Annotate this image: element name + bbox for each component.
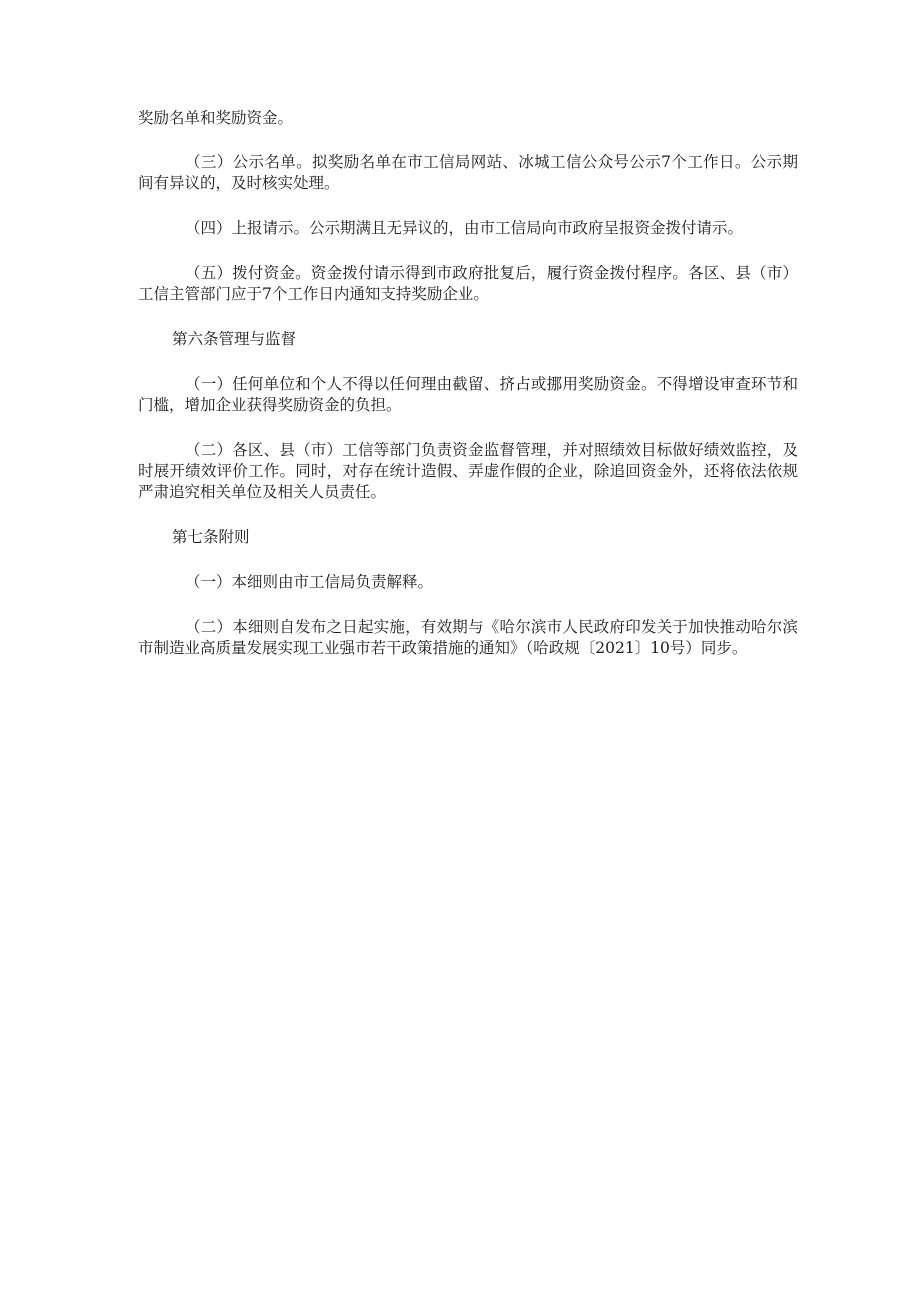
paragraph-publicize-list: （三）公示名单。拟奖励名单在市工信局网站、冰城工信公众号公示7个工作日。公示期间有异议的，及时核实处理。 [138,153,798,192]
paragraph-gap [138,593,798,617]
section-heading-article-7: 第七条附则 [172,528,250,546]
paragraph-gap [138,350,798,374]
paragraph-interpretation: （一）本细则由市工信局负责解释。 [185,573,434,591]
paragraph-supervision: （二）各区、县（市）工信等部门负责资金监督管理，并对照绩效目标做好绩效监控，及时展开绩效评价工作。同时，对存在统计造假、弄虚作假的企业，除追回资金外，还将依法依规严肃追究相关单位及相关人员责任。 [138,441,798,501]
paragraph-gap [138,503,798,527]
paragraph-report-request: （四）上报请示。公示期满且无异议的，由市工信局向市政府呈报资金拨付请示。 [185,219,744,237]
document-page [138,108,798,659]
paragraph-gap [138,548,798,572]
paragraph-gap [138,239,798,263]
paragraph-gap [138,194,798,218]
paragraph-gap [138,129,798,152]
section-heading-article-6: 第六条管理与监督 [172,330,297,348]
paragraph-no-misuse: （一）任何单位和个人不得以任何理由截留、挤占或挪用奖励资金。不得增设审查环节和门槛，增加企业获得奖励资金的负担。 [138,375,798,414]
paragraph-allocate-funds: （五）拨付资金。资金拨付请示得到市政府批复后，履行资金拨付程序。各区、县（市）工信主管部门应于7个工作日内通知支持奖励企业。 [138,264,798,303]
paragraph-effective-date: （二）本细则自发布之日起实施，有效期与《哈尔滨市人民政府印发关于加快推动哈尔滨市制造业高质量发展实现工业强市若干政策措施的通知》（哈政规〔2021〕10号）同步。 [138,618,798,657]
paragraph-reward-list-continued: 奖励名单和奖励资金。 [138,109,294,127]
paragraph-gap [138,305,798,329]
paragraph-gap [138,416,798,440]
